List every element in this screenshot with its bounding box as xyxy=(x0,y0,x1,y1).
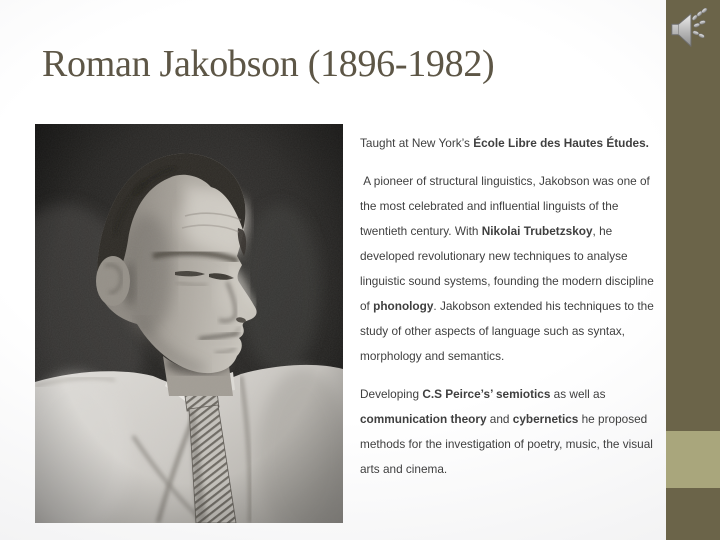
slide-title: Roman Jakobson (1896-1982) xyxy=(42,43,495,85)
portrait-photo xyxy=(35,124,343,523)
speaker-icon-svg xyxy=(668,8,712,52)
right-sidebar xyxy=(666,0,720,540)
paragraph: A pioneer of structural linguistics, Jakobson was one of the most celebrated and influential linguists of the twentieth century. With Nikolai Trubetzskoy, he developed revolutionary new techniques to analyse linguistic sound systems, founding the modern discipline of phonology. Jakobson extended his techniques to the study of other aspects of language such as syntax, morphology and semantics. xyxy=(360,174,654,363)
paragraph: Taught at New York’s École Libre des Hautes Études. xyxy=(360,136,649,150)
sidebar-accent-block xyxy=(666,431,720,488)
paragraph: Developing C.S Peirce’s’ semiotics as well as communication theory and cybernetics he proposed methods for the investigation of poetry, music, the visual arts and cinema. xyxy=(360,387,653,476)
portrait-photo-svg xyxy=(35,124,343,523)
audio-speaker-icon[interactable] xyxy=(668,8,712,52)
body-text xyxy=(360,131,657,495)
